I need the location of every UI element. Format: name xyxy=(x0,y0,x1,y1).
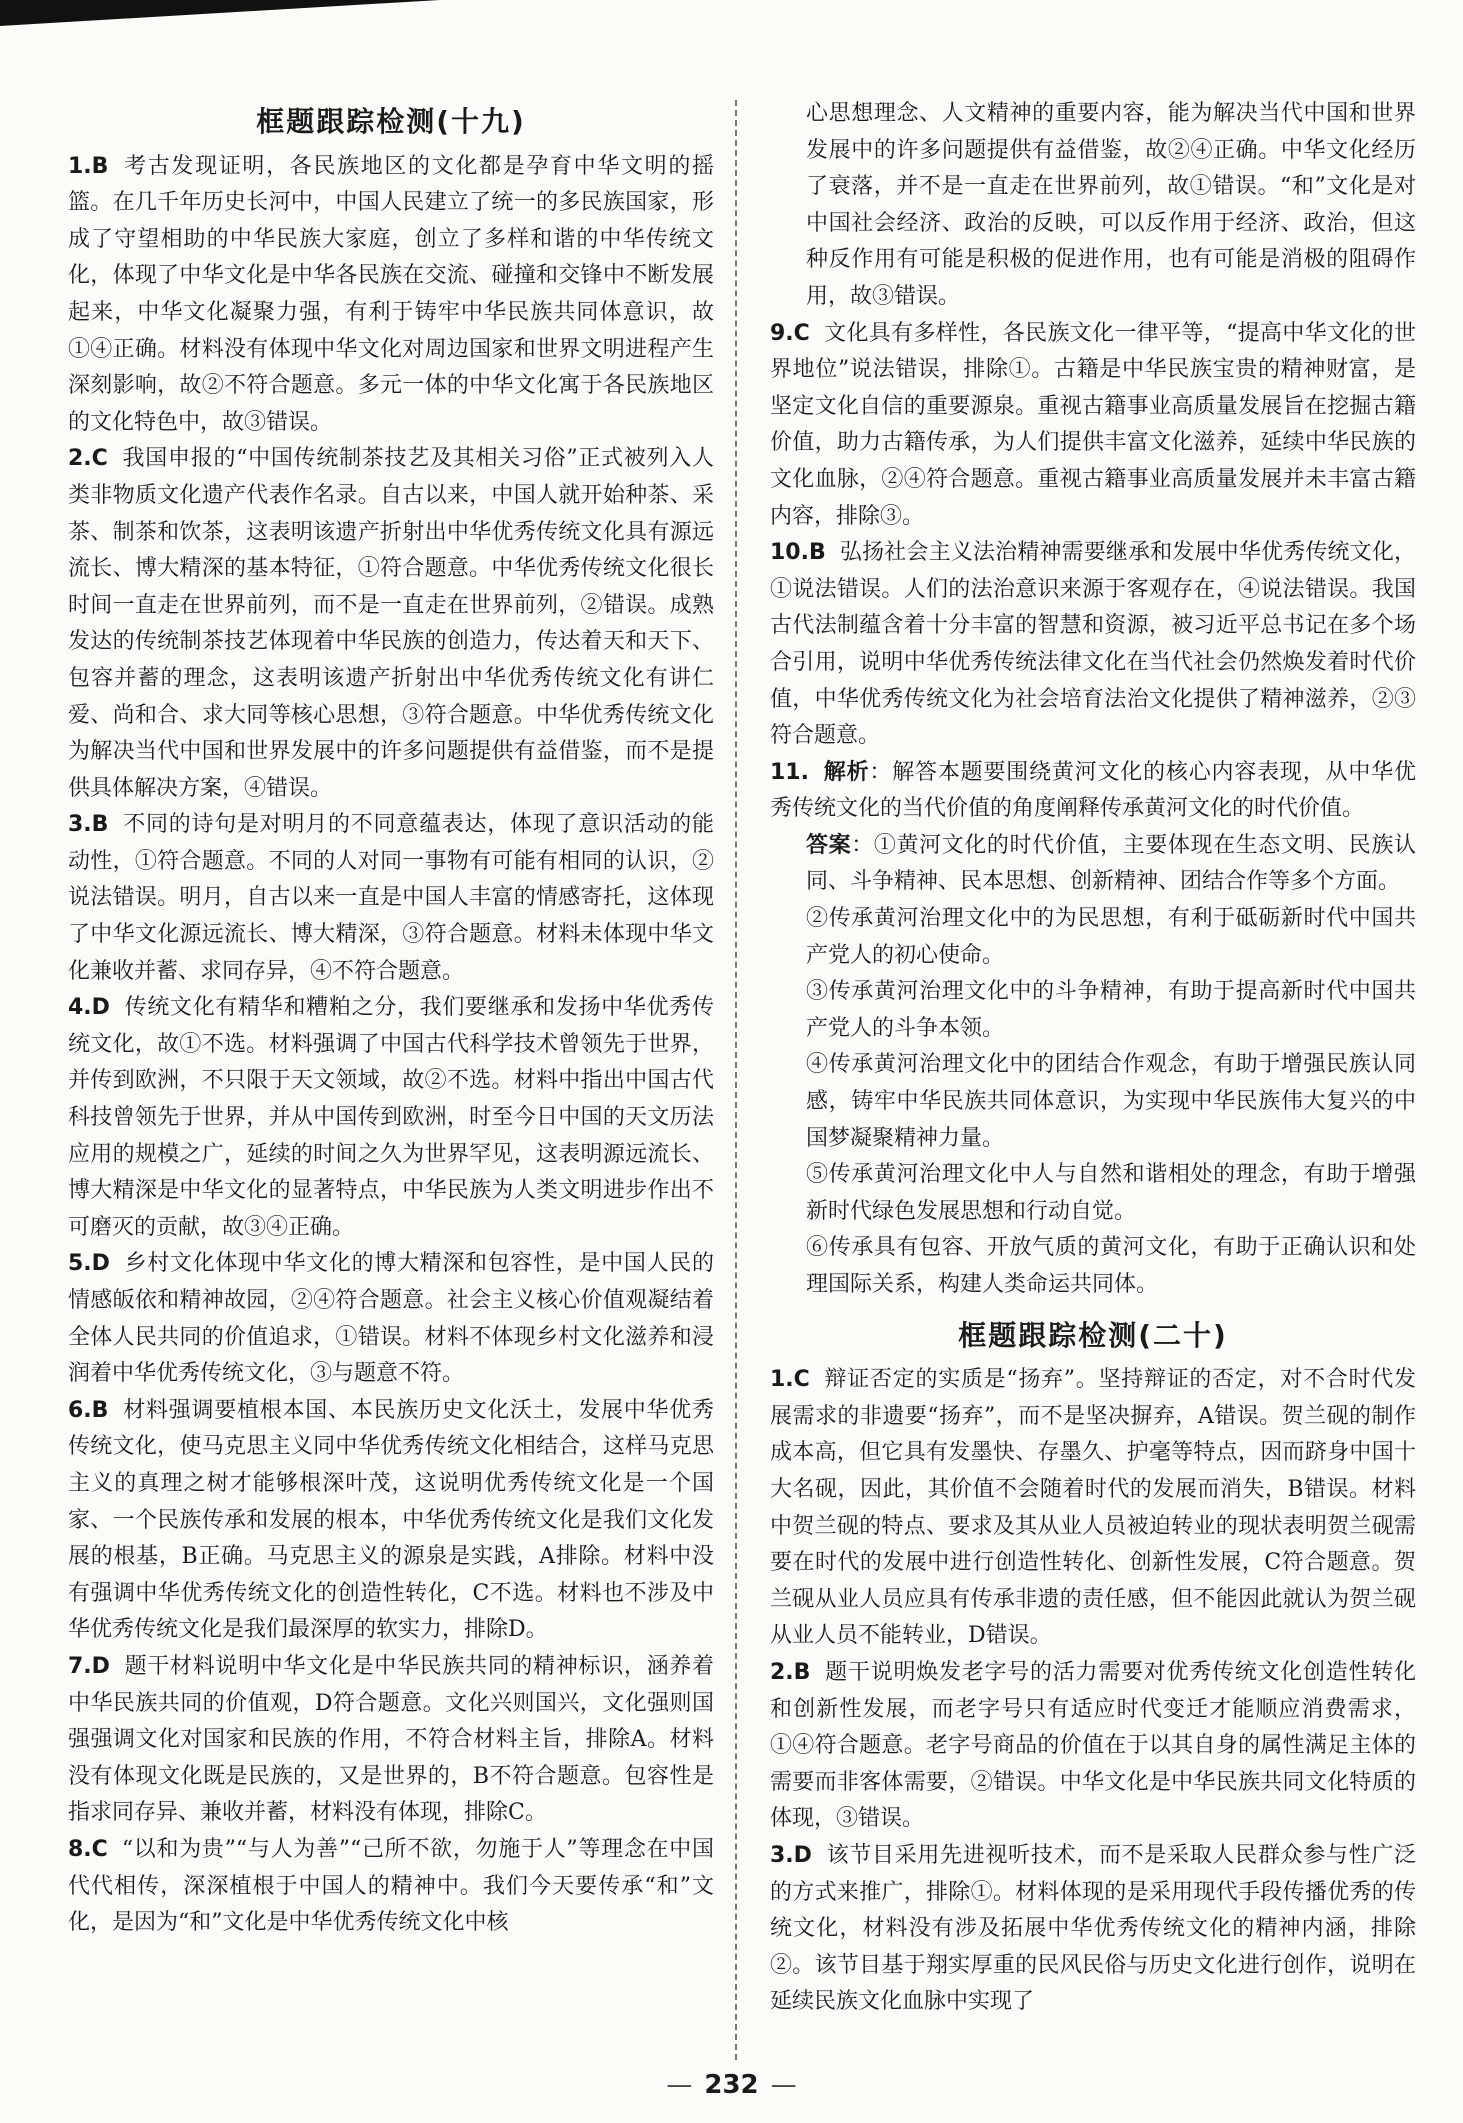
question-number: 3.D xyxy=(770,1842,812,1868)
answer-item xyxy=(68,441,714,807)
column-divider xyxy=(735,100,737,2060)
answer-text: 传统文化有精华和糟粕之分，我们要继承和发扬中华优秀传统文化，故①不选。材料强调了中国古代科学技术曾领先于世界，并传到欧洲，不只限于天文领域，故②不选。材料中指出中国古代科技曾领先于世界，并从中国传到欧洲，时至今日中国的天文历法应用的规模之广，延续的时间之久为世界罕见，这表明源远流长、博大精深是中华文化的显著特点，中华民族为人类文明进步作出不可磨灭的贡献，故③④正确。 xyxy=(68,995,714,1240)
question-number: 11. xyxy=(770,759,809,785)
answer-point: ④传承黄河治理文化中的团结合作观念，有助于增强民族认同感，铸牢中华民族共同体意识，为实现中华民族伟大复兴的中国梦凝聚精神力量。 xyxy=(806,1052,1416,1151)
answer-text: 材料强调要植根本国、本民族历史文化沃土，发展中华优秀传统文化，使马克思主义同中华优秀传统文化相结合，这样马克思主义的真理之树才能够根深叶茂，这说明优秀传统文化是一个国家、一个民族传承和发展的根本，中华优秀传统文化是我们文化发展的根基，B正确。马克思主义的源泉是实践，A排除。材料中没有强调中华优秀传统文化的创造性转化，C不选。材料也不涉及中华优秀传统文化是我们最深厚的软实力，排除D。 xyxy=(68,1397,714,1643)
question-number: 1.B xyxy=(68,153,109,179)
answer-point: ⑤传承黄河治理文化中人与自然和谐相处的理念，有助于增强新时代绿色发展思想和行动自觉。 xyxy=(806,1162,1416,1224)
answer-point xyxy=(770,828,1416,901)
left-column xyxy=(68,100,714,1942)
answer-item xyxy=(68,1649,714,1832)
question-number: 3.B xyxy=(68,812,109,838)
answer-item xyxy=(68,1393,714,1649)
answer-text: 我国申报的“中国传统制茶技艺及其相关习俗”正式被列入人类非物质文化遗产代表作名录。自古以来，中国人就开始种茶、采茶、制茶和饮茶，这表明该遗产折射出中华优秀传统文化具有源远流长、博大精深的基本特征，①符合题意。中华优秀传统文化很长时间一直走在世界前列，而不是一直走在世界前列，②错误。成熟发达的传统制茶技艺体现着中华民族的创造力，传达着天和天下、包容并蓄的理念，这表明该遗产折射出中华优秀传统文化有讲仁爱、尚和合、求大同等核心思想，③符合题意。中华优秀传统文化为解决当代中国和世界发展中的许多问题提供有益借鉴，而不是提供具体解决方案，④错误。 xyxy=(68,446,714,801)
section-title-19: 框题跟踪检测(十九) xyxy=(256,105,526,138)
answer-point: ⑥传承具有包容、开放气质的黄河文化，有助于正确认识和处理国际关系，构建人类命运共同体。 xyxy=(806,1235,1416,1297)
corner-mark xyxy=(0,0,440,26)
page-number-text: 232 xyxy=(704,2070,759,2100)
answer-point: ③传承黄河治理文化中的斗争精神，有助于提高新时代中国共产党人的斗争本领。 xyxy=(806,979,1416,1041)
question-number: 7.D xyxy=(68,1653,110,1679)
answer-text: ：解答本题要围绕黄河文化的核心内容表现，从中华优秀传统文化的当代价值的角度阐释传承黄河文化的时代价值。 xyxy=(770,759,1416,822)
answer-text: 题干材料说明中华文化是中华民族共同的精神标识，涵养着中华民族共同的价值观，D符合题意。文化兴则国兴，文化强则国强强调文化对国家和民族的作用，不符合材料主旨，排除A。材料没有体现文化既是民族的，又是世界的，B不符合题意。包容性是指求同存异、兼收并蓄，材料没有体现，排除C。 xyxy=(68,1653,714,1826)
question-number: 2.B xyxy=(770,1659,811,1685)
answer-item xyxy=(68,1246,714,1392)
section-title-20: 框题跟踪检测(二十) xyxy=(958,1318,1228,1352)
answer-item xyxy=(68,990,714,1246)
right-column xyxy=(770,96,1416,2021)
question-number: 6.B xyxy=(68,1397,109,1423)
answer-point-text: ：①黄河文化的时代价值，主要体现在生态文明、民族认同、斗争精神、民本思想、创新精神、团结合作等多个方面。 xyxy=(806,832,1416,895)
question-number: 5.D xyxy=(68,1251,110,1277)
dash-right: — xyxy=(770,2070,797,2100)
answer-item xyxy=(770,1655,1416,1838)
answer-text: “以和为贵”“与人为善”“己所不欲，勿施于人”等理念在中国代代相传，深深植根于中国人的精神中。我们今天要传承“和”文化，是因为“和”文化是中华优秀传统文化中核 xyxy=(68,1836,714,1936)
question-number: 4.D xyxy=(68,995,110,1021)
answer-item xyxy=(770,316,1416,536)
answer-item xyxy=(770,1362,1416,1655)
answer-item xyxy=(770,755,1416,828)
answer-item xyxy=(68,149,714,442)
answer-item xyxy=(68,1832,714,1942)
answer-point: ②传承黄河治理文化中的为民思想，有利于砥砺新时代中国共产党人的初心使命。 xyxy=(806,906,1416,968)
answer-item xyxy=(770,535,1416,755)
question-number: 8.C xyxy=(68,1836,108,1862)
answer-text: 该节目采用先进视听技术，而不是采取人民群众参与性广泛的方式来推广，排除①。材料体现的是采用现代手段传播优秀的传统文化，材料没有涉及拓展中华优秀传统文化的精神内涵，排除②。该节目基于翔实厚重的民风民俗与历史文化进行创作，说明在延续民族文化血脉中实现了 xyxy=(770,1842,1416,2015)
answer-continuation: 心思想理念、人文精神的重要内容，能为解决当代中国和世界发展中的许多问题提供有益借鉴，故②④正确。中华文化经历了衰落，并不是一直走在世界前列，故①错误。“和”文化是对中国社会经济、政治的反映，可以反作用于经济、政治，但这种反作用有可能是积极的促进作用，也有可能是消极的阻碍作用，故③错误。 xyxy=(806,101,1416,309)
answer-item xyxy=(68,807,714,990)
dash-left: — xyxy=(666,2070,693,2100)
answer-text: 辩证否定的实质是“扬弃”。坚持辩证的否定，对不合时代发展需求的非遗要“扬弃”，而不是坚决摒弃，A错误。贺兰砚的制作成本高，但它具有发墨快、存墨久、护毫等特点，因而跻身中国十大名砚，因此，其价值不会随着时代的发展而消失，B错误。材料中贺兰砚的特点、要求及其从业人员被迫转业的现状表明贺兰砚需要在时代的发展中进行创造性转化、创新性发展，C符合题意。贺兰砚从业人员应具有传承非遗的责任感，但不能因此就认为贺兰砚从业人员不能转业，D错误。 xyxy=(770,1367,1416,1649)
answer-text: 乡村文化体现中华文化的博大精深和包容性，是中国人民的情感皈依和精神故园，②④符合题意。社会主义核心价值观凝结着全体人民共同的价值追求，①错误。材料不体现乡村文化滋养和浸润着中华优秀传统文化，③与题意不符。 xyxy=(68,1251,714,1387)
answer-text: 题干说明焕发老字号的活力需要对优秀传统文化创造性转化和创新性发展，而老字号只有适应时代变迁才能顺应消费需求，①④符合题意。老字号商品的价值在于以其自身的属性满足主体的需要而非客体需要，②错误。中华文化是中华民族共同文化特质的体现，③错误。 xyxy=(770,1659,1416,1832)
question-number: 2.C xyxy=(68,446,108,472)
answer-label: 答案 xyxy=(806,832,852,858)
answer-text: 考古发现证明，各民族地区的文化都是孕育中华文明的摇篮。在几千年历史长河中，中国人民建立了统一的多民族国家，形成了守望相助的中华民族大家庭，创立了多样和谐的中华传统文化，体现了中华文化是中华各民族在交流、碰撞和交锋中不断发展起来，中华文化凝聚力强，有利于铸牢中华民族共同体意识，故①④正确。材料没有体现中华文化对周边国家和世界文明进程产生深刻影响，故②不符合题意。多元一体的中华文化寓于各民族地区的文化特色中，故③错误。 xyxy=(68,153,714,435)
page-number xyxy=(0,2070,1463,2100)
question-number: 10.B xyxy=(770,540,826,566)
question-number: 9.C xyxy=(770,320,810,346)
answer-text: 文化具有多样性，各民族文化一律平等，“提高中华文化的世界地位”说法错误，排除①。古籍是中华民族宝贵的精神财富，是坚定文化自信的重要源泉。重视古籍事业高质量发展旨在挖掘古籍价值，助力古籍传承，为人们提供丰富文化滋养，延续中华民族的文化血脉，②④符合题意。重视古籍事业高质量发展并未丰富古籍内容，排除③。 xyxy=(770,320,1416,529)
answer-text: 弘扬社会主义法治精神需要继承和发展中华优秀传统文化，①说法错误。人们的法治意识来源于客观存在，④说法错误。我国古代法制蕴含着十分丰富的智慧和资源，被习近平总书记在多个场合引用，说明中华优秀传统法律文化在当代社会仍然焕发着时代价值，中华优秀传统文化为社会培育法治文化提供了精神滋养，②③符合题意。 xyxy=(770,540,1416,749)
analysis-label: 解析 xyxy=(822,759,870,785)
answer-text: 不同的诗句是对明月的不同意蕴表达，体现了意识活动的能动性，①符合题意。不同的人对同一事物有可能有相同的认识，②说法错误。明月，自古以来一直是中国人丰富的情感寄托，这体现了中华文化源远流长、博大精深，③符合题意。材料未体现中华文化兼收并蓄、求同存异，④不符合题意。 xyxy=(68,812,714,984)
answer-item xyxy=(770,1838,1416,2021)
question-number: 1.C xyxy=(770,1367,810,1393)
